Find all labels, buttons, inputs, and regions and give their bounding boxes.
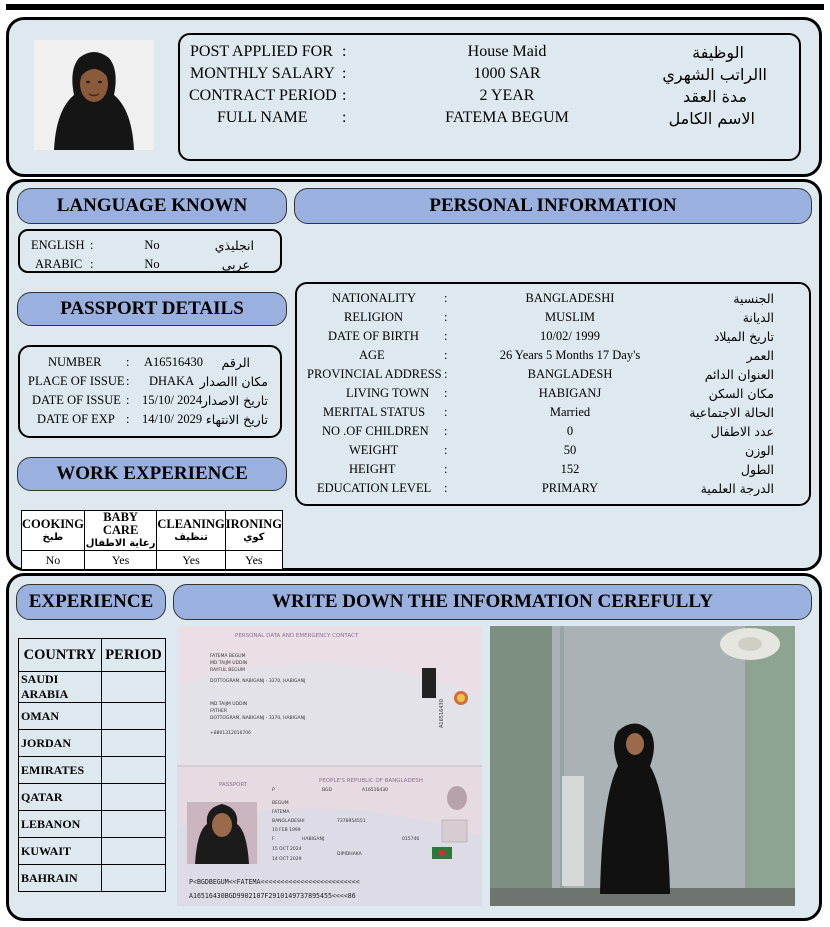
column-header-country: COUNTRY [19,639,102,672]
field-value: DHAKA [149,374,195,388]
period-cell[interactable] [102,672,166,703]
scan-field: 015746 [402,837,420,842]
field-label: ARABIC [35,257,83,271]
field-arabic: تاريخ الميلاد [713,329,774,344]
scan-field: +8801312016706 [210,731,251,736]
field-value: A16516430 [144,355,204,369]
work-value: Yes [225,551,282,570]
field-colon: : [444,481,448,495]
field-label: RELIGION [344,310,404,324]
field-value: 14/10/ 2029 [142,412,203,426]
field-arabic: العنوان الدائم [704,367,774,382]
table-row [19,730,166,757]
period-cell[interactable] [102,730,166,757]
field-value: BANGLADESHI [525,291,615,305]
header-arabic: كوي [243,531,265,543]
country-cell: SAUDI ARABIA [19,672,102,703]
header-text: CLEANING [157,516,225,531]
field-label: NO .OF CHILDREN [322,424,429,438]
period-cell[interactable] [102,811,166,838]
scan-field: MD TAIJM UDDIN [210,661,248,666]
scan-field: DOTTOGRAM, NABIGANJ - 3370, HABIGANJ [210,716,306,721]
scan-mrz-line: A16516430BGD9902107F2910149737895455<<<<86 [189,892,356,900]
field-value: No [144,257,160,271]
passport-section-title: PASSPORT DETAILS [17,292,287,326]
field-arabic: الرقم [221,355,250,370]
experience-section-title: EXPERIENCE [16,584,166,620]
personal-section-title: PERSONAL INFORMATION [294,188,812,224]
field-value: 15/10/ 2024 [142,393,203,407]
field-arabic: مكان االصدار [199,374,268,389]
scan-field: DOTTOGRAM, NABIGANJ - 3370, HABIGANJ [210,679,306,684]
column-header-period: PERIOD [102,639,166,672]
period-cell[interactable] [102,703,166,730]
passport-row [20,374,280,394]
field-arabic: العمر [746,348,774,363]
field-arabic: عربي [221,257,250,272]
personal-info-row [297,367,809,387]
field-label: WEIGHT [349,443,399,457]
scan-field: BGD [322,788,332,793]
post-info-box [178,33,801,161]
scan-vertical-number: A16516430 [439,699,445,728]
language-box [18,229,282,273]
field-colon: : [444,424,448,438]
field-label: FULL NAME [217,109,308,126]
field-value: 0 [566,424,574,438]
work-experience-table [21,510,283,570]
field-arabic: الجنسية [733,291,774,306]
scan-field: FATEMA BEGUM [210,654,246,659]
field-colon: : [342,87,347,104]
personal-info-row [297,386,809,406]
table-row [19,757,166,784]
table-row [19,784,166,811]
table-row [19,703,166,730]
country-cell: LEBANON [19,811,102,838]
scan-field: F [272,837,275,842]
field-arabic: الاسم الكامل [668,109,755,128]
passport-row [20,355,280,375]
field-value: 50 [563,443,577,457]
field-value: 1000 SAR [473,65,541,82]
applicant-photo [34,40,154,150]
field-arabic: انجليذي [214,238,254,253]
field-value: BANGLADESH [527,367,613,381]
work-value: Yes [157,551,225,570]
country-cell: JORDAN [19,730,102,757]
field-label: MERITAL STATUS [323,405,426,419]
field-value: MUSLIM [544,310,595,324]
scan-top-header: PERSONAL DATA AND EMERGENCY CONTACT [235,633,359,639]
scan-field: BANGLADESHI [272,819,305,824]
field-colon: : [444,405,448,419]
scan-field: 14 OCT 2029 [272,857,302,862]
field-arabic: تاريخ الانتهاء [205,412,268,427]
field-label: EDUCATION LEVEL [317,481,432,495]
passport-row [20,393,280,413]
header-arabic: طبخ [42,531,64,543]
field-arabic: االراتب الشهري [662,65,767,84]
field-label: CONTRACT PERIOD [189,87,337,104]
work-section-title: WORK EXPERIENCE [17,457,287,491]
country-experience-table [18,638,166,892]
header-text: IRONING [225,516,282,531]
country-cell: QATAR [19,784,102,811]
field-colon: : [90,257,94,271]
field-label: DATE OF EXP [37,412,115,426]
country-cell: KUWAIT [19,838,102,865]
field-colon: : [444,386,448,400]
field-label: DATE OF BIRTH [328,329,419,343]
scan-mrz-line: P<BGDBEGUM<<FATEMA<<<<<<<<<<<<<<<<<<<<<<<<< [189,878,360,886]
full-name-row [180,109,799,129]
field-colon: : [444,348,448,362]
contract-row [180,87,799,107]
field-value: 152 [560,462,580,476]
scan-field: A16516430 [362,788,388,793]
field-arabic: عدد الاطفال [710,424,774,439]
scan-field: P [272,788,275,793]
language-row [20,257,280,277]
personal-info-box [295,282,811,506]
scan-field: RAYFUL BEGUM [210,668,245,673]
field-colon: : [342,65,347,82]
field-colon: : [342,109,347,126]
country-cell: OMAN [19,703,102,730]
personal-info-row [297,462,809,482]
scan-field: HABIGANJ [302,837,325,842]
header-text: BABY CARE [102,510,139,537]
field-label: NUMBER [48,355,102,369]
field-value: PRIMARY [541,481,599,495]
country-cell: BAHRAIN [19,865,102,892]
scan-field: BEGUM [272,801,289,806]
field-colon: : [90,238,94,252]
field-value: HABIGANJ [538,386,602,400]
field-arabic: الديانة [742,310,774,325]
field-colon: : [444,367,448,381]
header-arabic: رعاية الاطفال [85,538,156,549]
personal-info-row [297,310,809,330]
work-header-cooking [22,511,85,551]
field-label: DATE OF ISSUE [32,393,121,407]
field-label: NATIONALITY [332,291,417,305]
field-arabic: الطول [740,462,774,477]
field-colon: : [342,43,347,60]
field-value: Married [549,405,591,419]
country-cell: EMIRATES [19,757,102,784]
period-cell[interactable] [102,838,166,865]
header-text: COOKING [22,516,84,531]
field-arabic: الدرجة العلمية [700,481,774,496]
field-value: 2 YEAR [479,87,535,104]
personal-info-row [297,329,809,349]
field-value: No [144,238,160,252]
field-colon: : [444,291,448,305]
table-row [22,511,283,551]
field-label: MONTHLY SALARY [190,65,335,82]
field-label: AGE [359,348,385,362]
field-label: HEIGHT [349,462,396,476]
scan-field: 10 FEB 1999 [272,828,301,833]
passport-box [18,345,282,438]
scan-field: 15 OCT 2024 [272,847,302,852]
work-header-ironing [225,511,282,551]
field-label: ENGLISH [31,238,85,252]
field-label: POST APPLIED FOR [190,43,333,60]
field-colon: : [126,393,130,407]
field-colon: : [126,412,130,426]
scan-field: FATEMA [272,810,290,815]
table-row [19,811,166,838]
scan-bottom-header: PEOPLE'S REPUBLIC OF BANGLADESH [319,778,423,784]
personal-info-row [297,348,809,368]
personal-info-row [297,291,809,311]
header-arabic: تنظيف [174,531,208,543]
table-row [19,672,166,703]
field-colon: : [444,443,448,457]
language-row [20,238,280,258]
scan-field: DIPIDHAKA [337,852,362,857]
scan-field: FATHER [210,709,228,714]
table-row [22,551,283,570]
scan-passport-label: PASSPORT [219,782,248,788]
scan-field: MD TAIJM UDDIN [210,702,248,707]
field-arabic: تاريخ الاصدار [201,393,268,408]
field-label: PROVINCIAL ADDRESS [307,367,442,381]
scan-field: 7378954551 [337,819,366,824]
field-value: 26 Years 5 Months 17 Day's [499,348,641,362]
field-value: FATEMA BEGUM [445,109,569,126]
field-colon: : [444,329,448,343]
personal-info-row [297,424,809,444]
period-cell[interactable] [102,784,166,811]
salary-row [180,65,799,85]
work-value: Yes [84,551,157,570]
period-cell[interactable] [102,865,166,892]
field-colon: : [444,462,448,476]
table-row [19,639,166,672]
field-arabic: الحالة الاجتماعية [689,405,774,420]
work-value: No [22,551,85,570]
full-body-photo [490,626,795,906]
field-value: 10/02/ 1999 [539,329,601,343]
field-colon: : [126,355,130,369]
field-value: House Maid [467,43,547,60]
personal-info-row [297,405,809,425]
field-arabic: مدة العقد [683,87,747,106]
top-border [6,4,824,10]
field-colon: : [444,310,448,324]
table-row [19,838,166,865]
passport-scan-image [177,626,482,906]
field-arabic: مكان السكن [708,386,774,401]
personal-info-row [297,443,809,463]
field-arabic: الوظيفة [692,43,744,62]
work-header-babycare [84,511,157,551]
passport-row [20,412,280,432]
write-down-section-title: WRITE DOWN THE INFORMATION CEREFULLY [173,584,812,620]
field-colon: : [126,374,130,388]
field-label: PLACE OF ISSUE [28,374,125,388]
work-header-cleaning [157,511,225,551]
period-cell[interactable] [102,757,166,784]
field-label: LIVING TOWN [346,386,430,400]
table-row [19,865,166,892]
personal-info-row [297,481,809,501]
field-arabic: الوزن [745,443,774,458]
language-section-title: LANGUAGE KNOWN [17,188,287,224]
post-applied-row [180,43,799,63]
